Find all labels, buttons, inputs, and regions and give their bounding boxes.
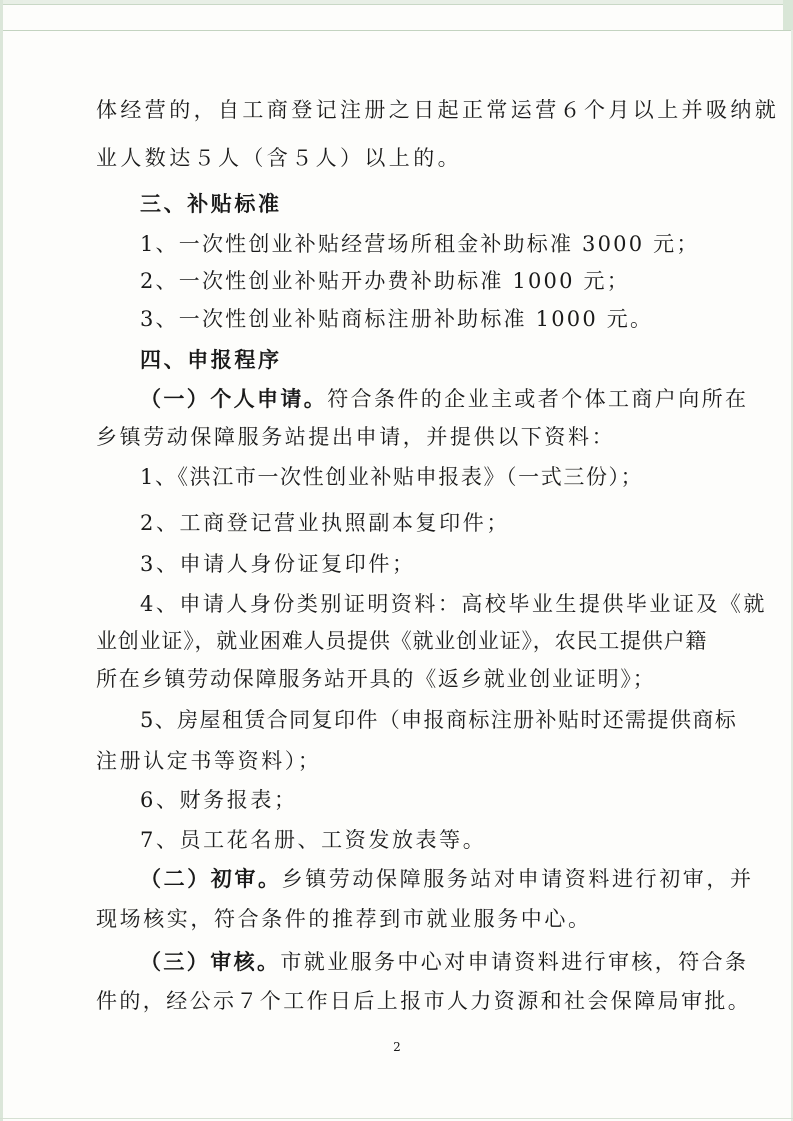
paragraph-line: 乡镇劳动保障服务站提出申请，并提供以下资料： — [96, 425, 616, 449]
paragraph-line: 业创业证》，就业困难人员提供《就业创业证》，农民工提供户籍 — [96, 629, 708, 653]
scan-top-border — [0, 0, 793, 5]
page-number: 2 — [393, 1040, 401, 1054]
paragraph-line: （三）审核。市就业服务中心对申请资料进行审核，符合条 — [140, 950, 749, 974]
list-item: 2、一次性创业补贴开办费补助标准 1000 元； — [140, 269, 630, 293]
paragraph-line: （一）个人申请。符合条件的企业主或者个体工商户向所在 — [140, 387, 749, 411]
list-item: 6、财务报表； — [140, 788, 298, 812]
scan-bottom-line — [0, 1118, 793, 1119]
step-title-personal-application: （一）个人申请。 — [140, 387, 328, 411]
scan-corner-mark — [783, 0, 793, 30]
paragraph-line: 件的，经公示７个工作日后上报市人力资源和社会保障局审批。 — [96, 989, 752, 1013]
step-title-preliminary-review: （二）初审。 — [140, 867, 282, 891]
list-item: 1、《洪江市一次性创业补贴申报表》（一式三份）； — [140, 465, 644, 489]
section-heading-application-procedure: 四、申报程序 — [140, 348, 282, 372]
list-item: 3、一次性创业补贴商标注册补助标准 1000 元。 — [140, 307, 654, 331]
list-item: 1、一次性创业补贴经营场所租金补助标准 3000 元； — [140, 232, 700, 256]
section-heading-subsidy-standard: 三、补贴标准 — [140, 192, 282, 216]
step-title-audit: （三）审核。 — [140, 950, 281, 974]
scan-left-border — [0, 0, 3, 1121]
list-item: 4、申请人身份类别证明资料：高校毕业生提供毕业证及《就 — [140, 592, 767, 616]
list-item: 5、房屋租赁合同复印件（申报商标注册补贴时还需提供商标 — [140, 708, 738, 732]
paragraph-line: 现场核实，符合条件的推荐到市就业服务中心。 — [96, 907, 592, 931]
paragraph-line: （二）初审。乡镇劳动保障服务站对申请资料进行初审，并 — [140, 867, 754, 891]
scan-header-line — [0, 30, 793, 31]
list-item: 7、员工花名册、工资发放表等。 — [140, 828, 487, 852]
paragraph-line: 业人数达５人（含５人）以上的。 — [96, 146, 462, 170]
paragraph-line: 体经营的，自工商登记注册之日起正常运营６个月以上并吸纳就 — [96, 98, 780, 122]
list-item: 3、申请人身份证复印件； — [140, 552, 416, 576]
paragraph-line: 所在乡镇劳动保障服务站开具的《返乡就业创业证明》； — [96, 667, 656, 691]
list-item: 2、工商登记营业执照副本复印件； — [140, 511, 510, 535]
paragraph-line: 注册认定书等资料）； — [96, 749, 322, 773]
